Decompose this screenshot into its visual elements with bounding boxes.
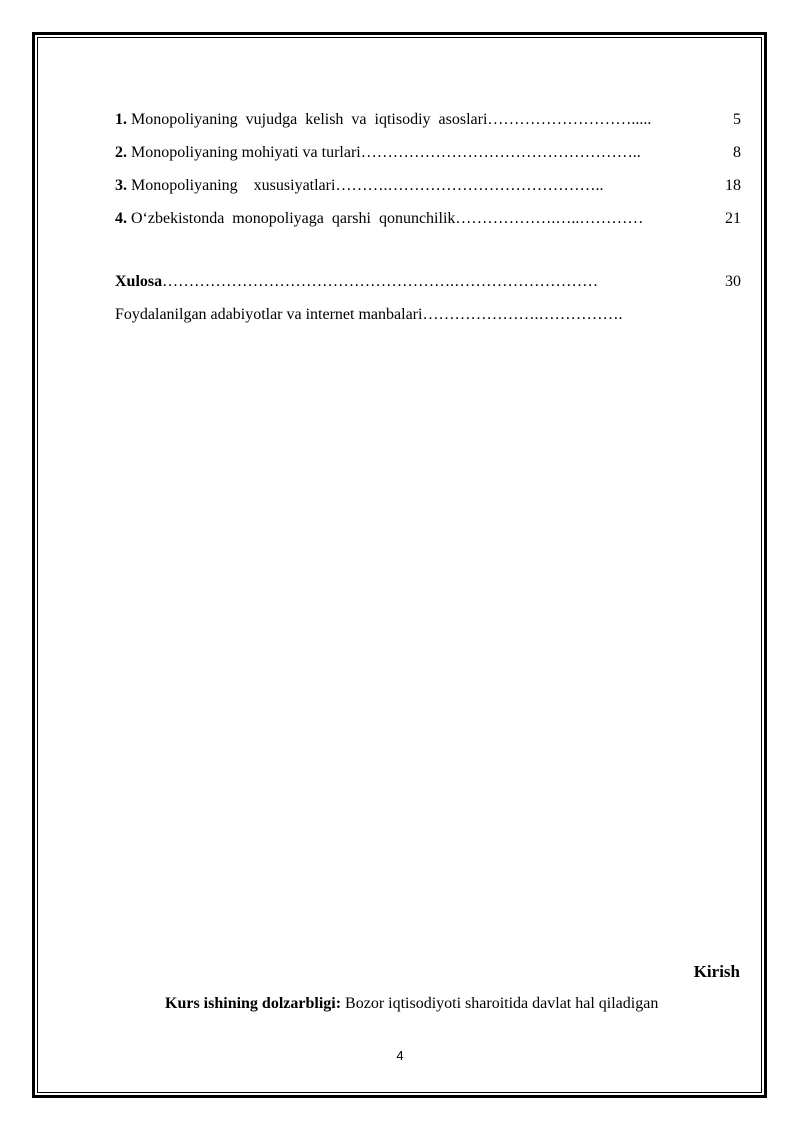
toc-item-label: Monopoliyaning vujudga kelish va iqtisodiy asoslari [131, 111, 488, 128]
toc-item-2[interactable] [115, 143, 741, 163]
toc-item-3[interactable] [115, 176, 741, 196]
toc-item-leader: ……………….…..………… [455, 210, 644, 227]
toc-references-label: Foydalanilgan adabiyotlar va internet manbalari [115, 306, 423, 323]
toc-item-leader: ……….………………………………….. [335, 177, 604, 194]
toc-references-leader: ………………….……………. [422, 306, 623, 323]
toc-item-number: 1. [115, 111, 127, 128]
toc-item-leader: ………………………..... [487, 111, 652, 128]
toc-item-number: 3. [115, 177, 127, 194]
intro-paragraph [165, 995, 658, 1013]
toc-item-label: O‘zbekistonda monopoliyaga qarshi qonunchilik [131, 210, 456, 227]
toc-item-page: 18 [725, 177, 741, 194]
toc-item-number: 4. [115, 210, 127, 227]
section-heading-intro: Kirish [693, 962, 740, 981]
page-number: 4 [396, 1048, 404, 1063]
toc-references[interactable] [115, 305, 741, 325]
toc-item-leader: …………………………………………….. [360, 144, 641, 161]
toc-conclusion-page: 30 [725, 273, 741, 290]
toc-item-label: Monopoliyaning xususiyatlari [131, 177, 336, 194]
toc-item-page: 8 [733, 144, 741, 161]
intro-relevance-label: Kurs ishining dolzarbligi: [165, 995, 342, 1012]
intro-relevance-text: Bozor iqtisodiyoti sharoitida davlat hal qiladigan [341, 995, 659, 1012]
toc-item-label: Monopoliyaning mohiyati va turlari [131, 144, 361, 161]
toc-conclusion-label: Xulosa [115, 273, 163, 290]
toc-item-page: 5 [733, 111, 741, 128]
toc-conclusion[interactable] [115, 272, 741, 292]
toc-conclusion-leader: ……………………………………………….……………………… [162, 273, 599, 290]
toc-item-4[interactable] [115, 209, 741, 229]
toc-item-number: 2. [115, 144, 127, 161]
toc-item-page: 21 [725, 210, 741, 227]
toc-item-1[interactable] [115, 110, 741, 130]
